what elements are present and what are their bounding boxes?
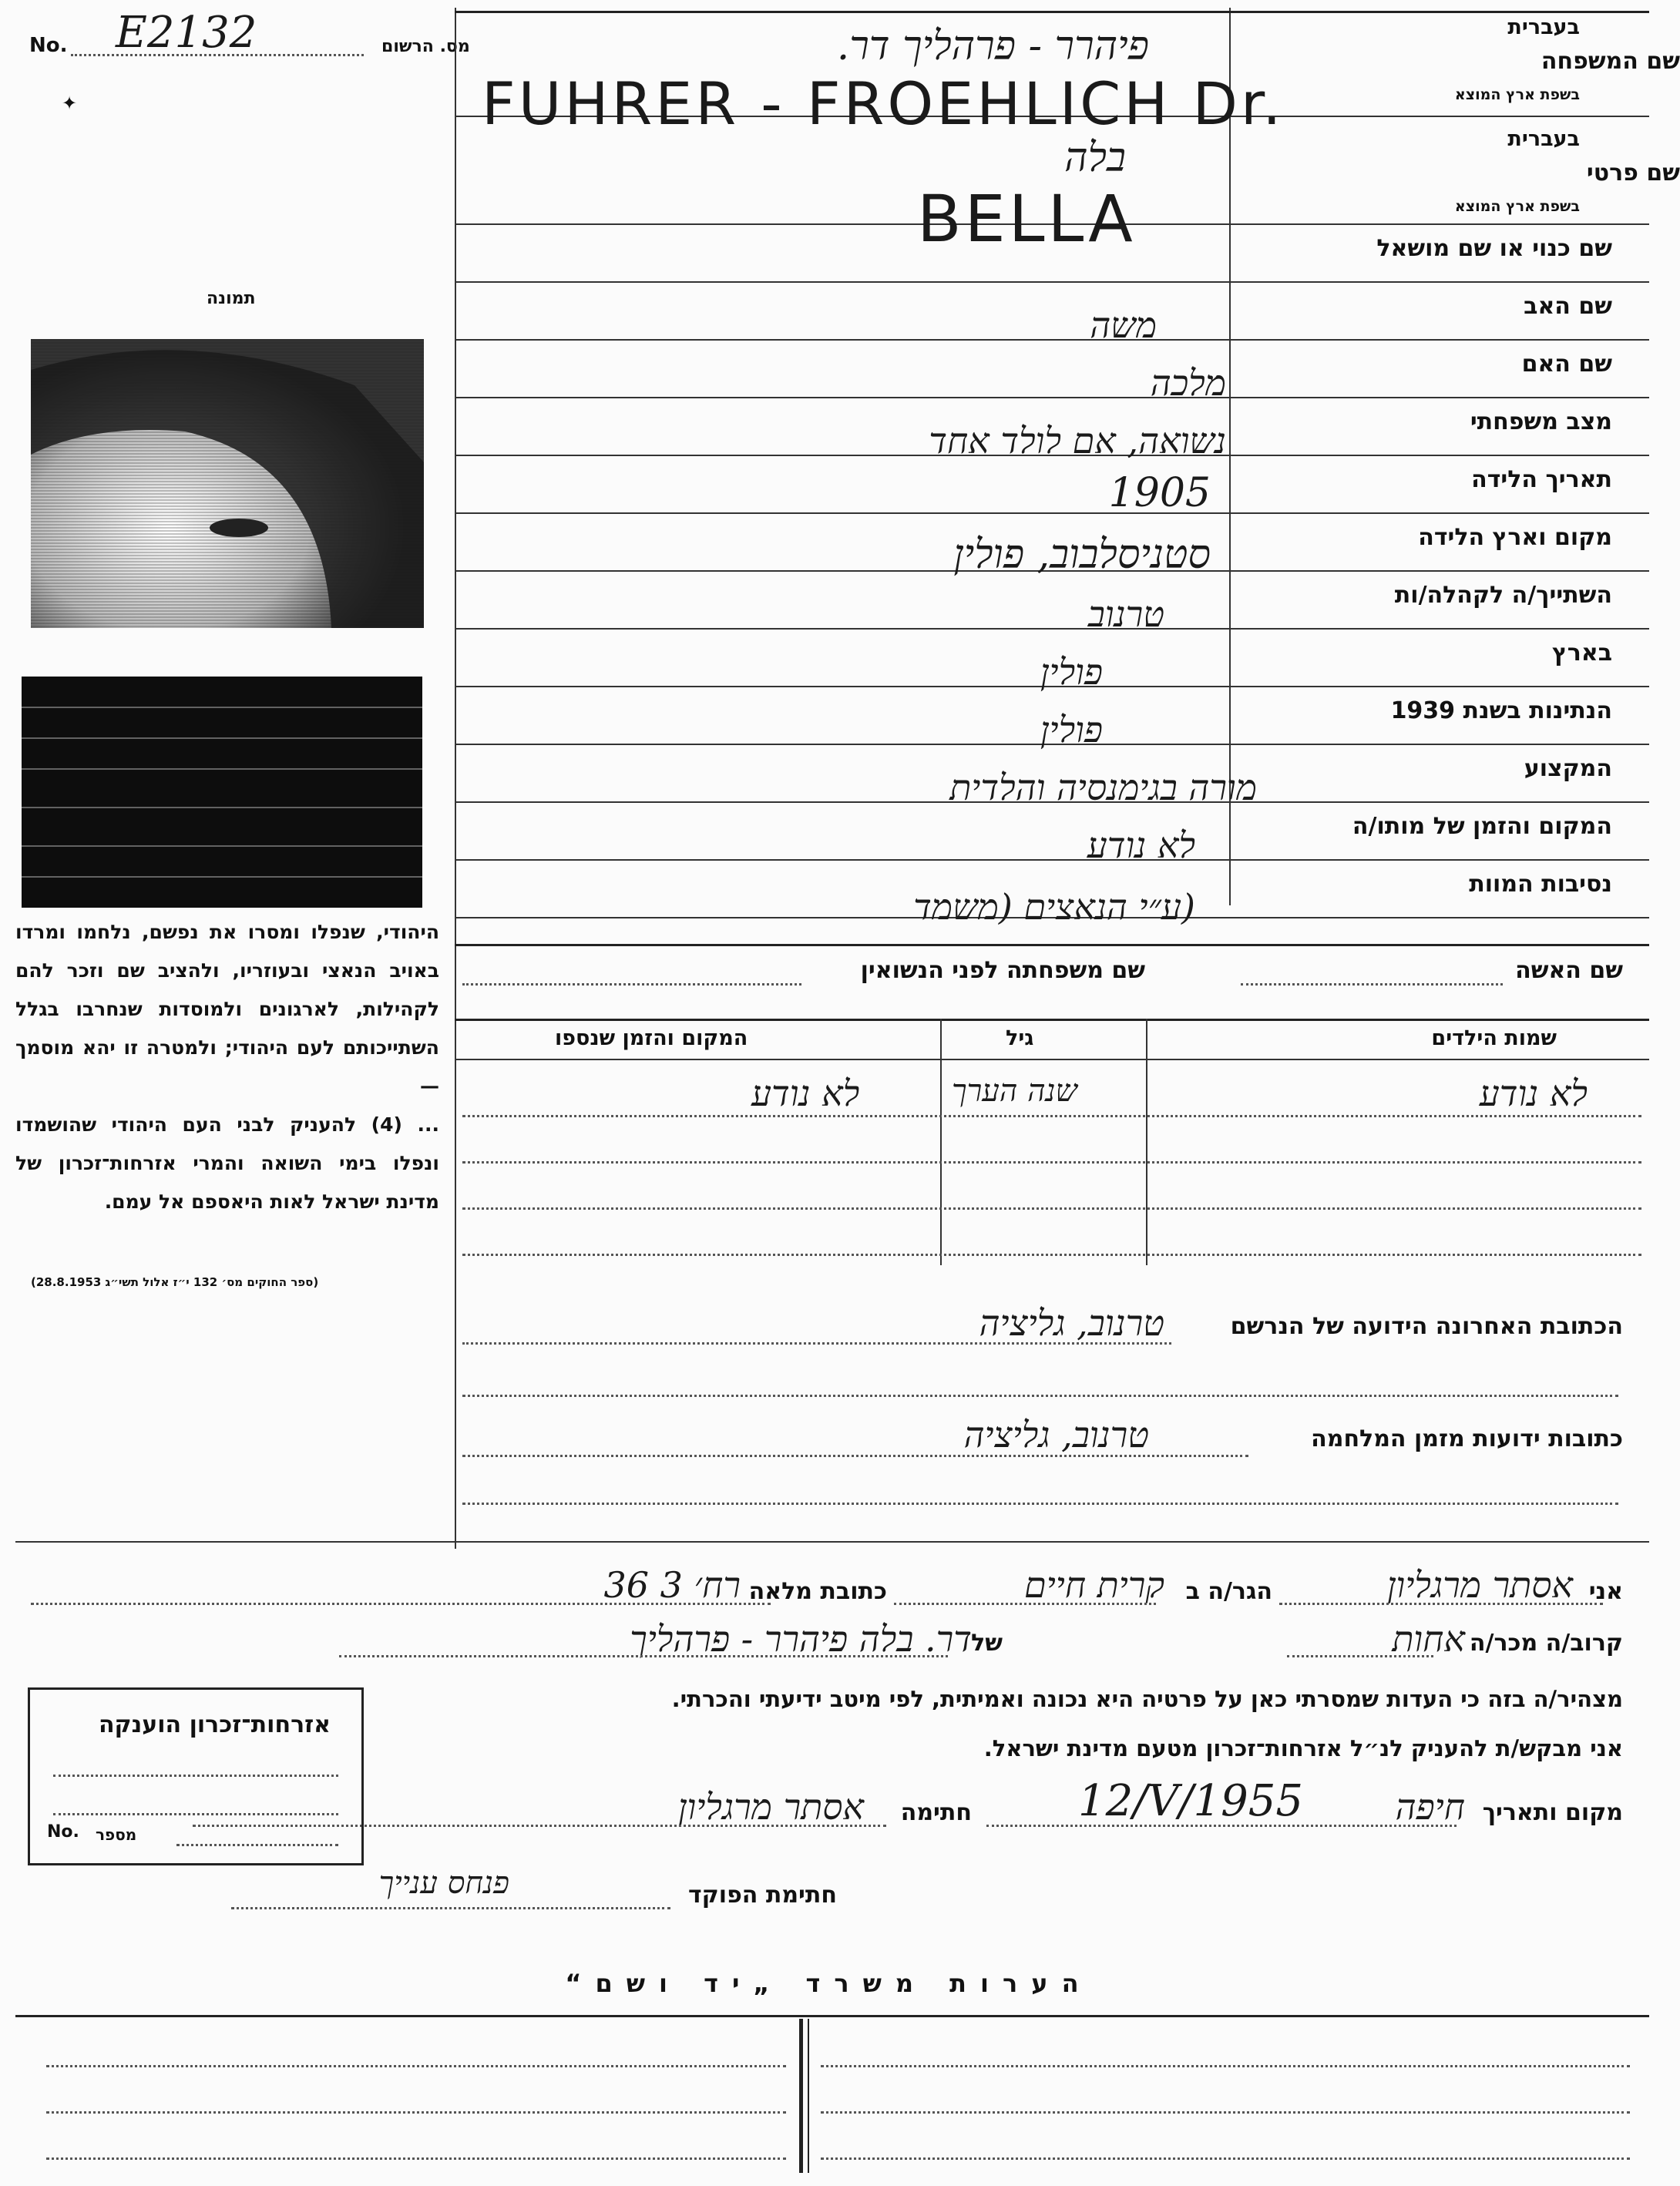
- child-place: לא נודע: [751, 1073, 860, 1114]
- registry-number: E2132: [116, 8, 257, 58]
- table-header-line: [455, 1059, 1649, 1060]
- birth-date-value: 1905: [1108, 470, 1211, 516]
- birth-place-value: סטניסלבוב, פולין: [953, 532, 1211, 578]
- place-date-dotted: [986, 1825, 1457, 1827]
- surname-origin-value: FUHRER - FROEHLICH Dr.: [482, 69, 1285, 138]
- notes-line: [821, 2111, 1630, 2114]
- declarant-name-value: אסתר מרגליון: [1386, 1564, 1573, 1606]
- residing-dotted: [894, 1603, 1156, 1605]
- of-dotted: [339, 1655, 948, 1657]
- citizenship-box: [28, 1687, 364, 1865]
- table-row-line: [462, 1207, 1641, 1210]
- citizenship-box-line: [53, 1813, 338, 1815]
- row-line: [455, 628, 1649, 630]
- father-name-label: שם האב: [1524, 293, 1612, 320]
- wartime-address-dotted-line-2: [462, 1503, 1618, 1505]
- mother-name-value: מלכה: [1150, 362, 1226, 404]
- marital-status-label: מצב משפחתי: [1470, 408, 1612, 435]
- children-names-header: שמות הילדים: [1431, 1026, 1557, 1050]
- notes-line: [821, 2065, 1630, 2067]
- of-label: של: [971, 1630, 1003, 1657]
- citizenship-box-number-line: [176, 1844, 338, 1846]
- child-age: שנה הערך: [952, 1073, 1077, 1109]
- officer-signature-label: חתימת הפוקד: [688, 1882, 837, 1909]
- signature-label: חתימה: [900, 1799, 972, 1826]
- form-top-border: [455, 11, 1649, 13]
- registry-no-prefix: No.: [29, 34, 68, 57]
- office-notes-divider-2: [808, 2019, 809, 2173]
- country-value: פולין: [1040, 651, 1103, 693]
- side-text-footnote: (ספר החוקים מס׳ 132 י״ז אלול תשי״ג 28.8.1953): [31, 1275, 319, 1289]
- notes-line: [46, 2157, 786, 2160]
- officer-signature-value: פנחס ענייך: [378, 1865, 509, 1901]
- wife-maiden-dotted-line: [462, 983, 801, 986]
- surname-label: שם המשפחה: [1541, 48, 1680, 75]
- section-divider: [455, 944, 1649, 946]
- declaration-text: מצהיר/ה בזה כי העדות שמסרתי כאן על פרטיה היא נכונה ואמיתית, לפי מיטב ידיעתי והכרתי.: [671, 1686, 1623, 1712]
- address-value: רח׳ 3 36: [603, 1564, 741, 1606]
- firstname-origin-sublabel: בשפת ארץ המוצא: [1454, 198, 1580, 215]
- father-name-value: משה: [1090, 304, 1157, 346]
- address-label: כתובת מלאה: [748, 1578, 887, 1605]
- country-label: בארץ: [1551, 640, 1612, 667]
- birth-place-label: מקום וארץ הלידה: [1418, 524, 1612, 551]
- notes-line: [46, 2111, 786, 2114]
- death-circumstances-value: (ע״י הנאצים (משמד: [913, 886, 1195, 928]
- surname-origin-sublabel: בשפת ארץ המוצא: [1454, 86, 1580, 103]
- birth-date-label: תאריך הלידה: [1471, 466, 1612, 493]
- last-address-dotted-line-2: [462, 1395, 1618, 1397]
- death-place-time-value: לא נודע: [1087, 824, 1195, 866]
- wife-label: שם האשה: [1515, 957, 1623, 984]
- office-notes-divider: [799, 2019, 803, 2173]
- surname-hebrew-sublabel: בעברית: [1507, 15, 1580, 39]
- children-table: [455, 1019, 1649, 1265]
- relation-label: קרוב/ה מכר/ה: [1469, 1630, 1623, 1657]
- scratch-mark: ✦: [62, 92, 78, 114]
- wartime-address-dotted-line: [462, 1455, 1248, 1457]
- declarant-i-label: אני: [1588, 1578, 1623, 1605]
- wife-dotted-line: [1241, 983, 1503, 986]
- row-line: [455, 339, 1649, 341]
- marital-status-value: נשואה, אם לולד אחד: [929, 420, 1226, 462]
- photo-label: תמונה: [207, 289, 256, 308]
- notes-line: [46, 2065, 786, 2067]
- row-line: [455, 281, 1649, 283]
- notes-line: [821, 2157, 1630, 2160]
- row-line: [455, 859, 1649, 861]
- redacted-block: [22, 677, 422, 908]
- firstname-origin-value: BELLA: [917, 181, 1136, 257]
- relation-value: אחות: [1392, 1618, 1465, 1660]
- last-address-label: הכתובת האחרונה הידועה של הנרשם: [1230, 1313, 1623, 1340]
- signature-value: אסתר מרגליון: [677, 1786, 864, 1828]
- children-age-header: גיל: [1006, 1026, 1034, 1050]
- side-text-para1: היהודי, שנפלו ומסרו את נפשם, נלחמו ומרדו באויב הנאצי ובעוזריו, ולהציב שם וזכר להם לקהילות, לארגונים ולמוסדות שנחרבו בגלל השתייכותם לעם היהודי; ולמטרה זו יהא מוסמך —: [15, 921, 439, 1097]
- table-col-divider: [1146, 1019, 1147, 1265]
- citizenship-box-line: [53, 1775, 338, 1777]
- citizenship-box-no: No.: [47, 1822, 79, 1842]
- firstname-label: שם פרטי: [1586, 160, 1680, 186]
- wartime-address-value: טרנוב, גליציה: [963, 1414, 1149, 1456]
- firstname-hebrew-value: בלה: [1064, 135, 1126, 181]
- profession-value: מורה בגימנסיה והלדית: [949, 767, 1257, 808]
- death-place-time-label: המקום והזמן של מותו/ה: [1352, 813, 1612, 840]
- place-value: חיפה: [1395, 1786, 1465, 1828]
- firstname-hebrew-sublabel: בעברית: [1507, 127, 1580, 151]
- nationality-1939-label: הנתינות בשנת 1939: [1390, 697, 1612, 724]
- section-divider: [15, 1541, 1649, 1543]
- side-text-para2: ... (4) להעניק לבני העם היהודי שהושמדו ונפלו בימי השואה והמרי אזרחות־זכרון של מדינת ישראל לאות היאספם אל עמם.: [15, 1113, 439, 1213]
- wartime-address-label: כתובות ידועות מזמן המלחמה: [1311, 1425, 1623, 1452]
- last-address-dotted-line: [462, 1342, 1171, 1345]
- table-row-line: [462, 1115, 1641, 1117]
- nickname-label: שם כנוי או שם מושאל: [1376, 235, 1612, 262]
- request-text: אני מבקש/ת להעניק לנ״ל אזרחות־זכרון מטעם מדינת ישראל.: [983, 1735, 1623, 1761]
- residing-label: הגר/ה ב: [1185, 1578, 1272, 1605]
- place-date-label: מקום ותאריך: [1482, 1799, 1623, 1826]
- profession-label: המקצוע: [1524, 755, 1612, 782]
- children-place-header: המקום והזמן שנספו: [555, 1026, 748, 1050]
- table-col-divider: [940, 1019, 942, 1265]
- of-value: דר. בלה פיהרר - פרהליך: [630, 1618, 972, 1660]
- address-dotted: [31, 1603, 771, 1605]
- row-line: [455, 512, 1649, 514]
- residing-value: קרית חיים: [1023, 1564, 1164, 1606]
- surname-hebrew-value: פיהרר - פרהליך דר.: [836, 23, 1149, 69]
- mother-name-label: שם האם: [1521, 351, 1612, 378]
- community-label: השתייך/ה לקהלה/ות: [1394, 582, 1612, 609]
- officer-signature-dotted: [231, 1907, 670, 1909]
- citizenship-box-title: אזרחות־זכרון הוענקה: [98, 1711, 331, 1738]
- office-notes-title: הערות משרד „יד ושם“: [565, 1969, 1093, 1998]
- death-circumstances-label: נסיבות המוות: [1469, 871, 1612, 898]
- table-row-line: [462, 1254, 1641, 1256]
- registry-label: מס. הרשום: [381, 37, 470, 56]
- table-row-line: [462, 1161, 1641, 1164]
- office-notes-top-rule: [15, 2015, 1649, 2017]
- child-name: לא נודע: [1479, 1073, 1588, 1114]
- last-address-value: טרנוב, גליציה: [979, 1302, 1164, 1344]
- wife-maiden-label: שם משפחתה לפני הנשואין: [860, 957, 1145, 984]
- community-value: טרנוב: [1087, 593, 1164, 635]
- photo: [31, 339, 424, 628]
- nationality-1939-value: פולין: [1040, 709, 1103, 750]
- date-value: 12/V/1955: [1078, 1776, 1303, 1826]
- citizenship-box-number-label: מספר: [96, 1825, 137, 1844]
- row-line: [455, 397, 1649, 398]
- relation-dotted: [1287, 1655, 1433, 1657]
- form-left-border: [455, 8, 456, 1549]
- declarant-name-dotted: [1279, 1603, 1603, 1605]
